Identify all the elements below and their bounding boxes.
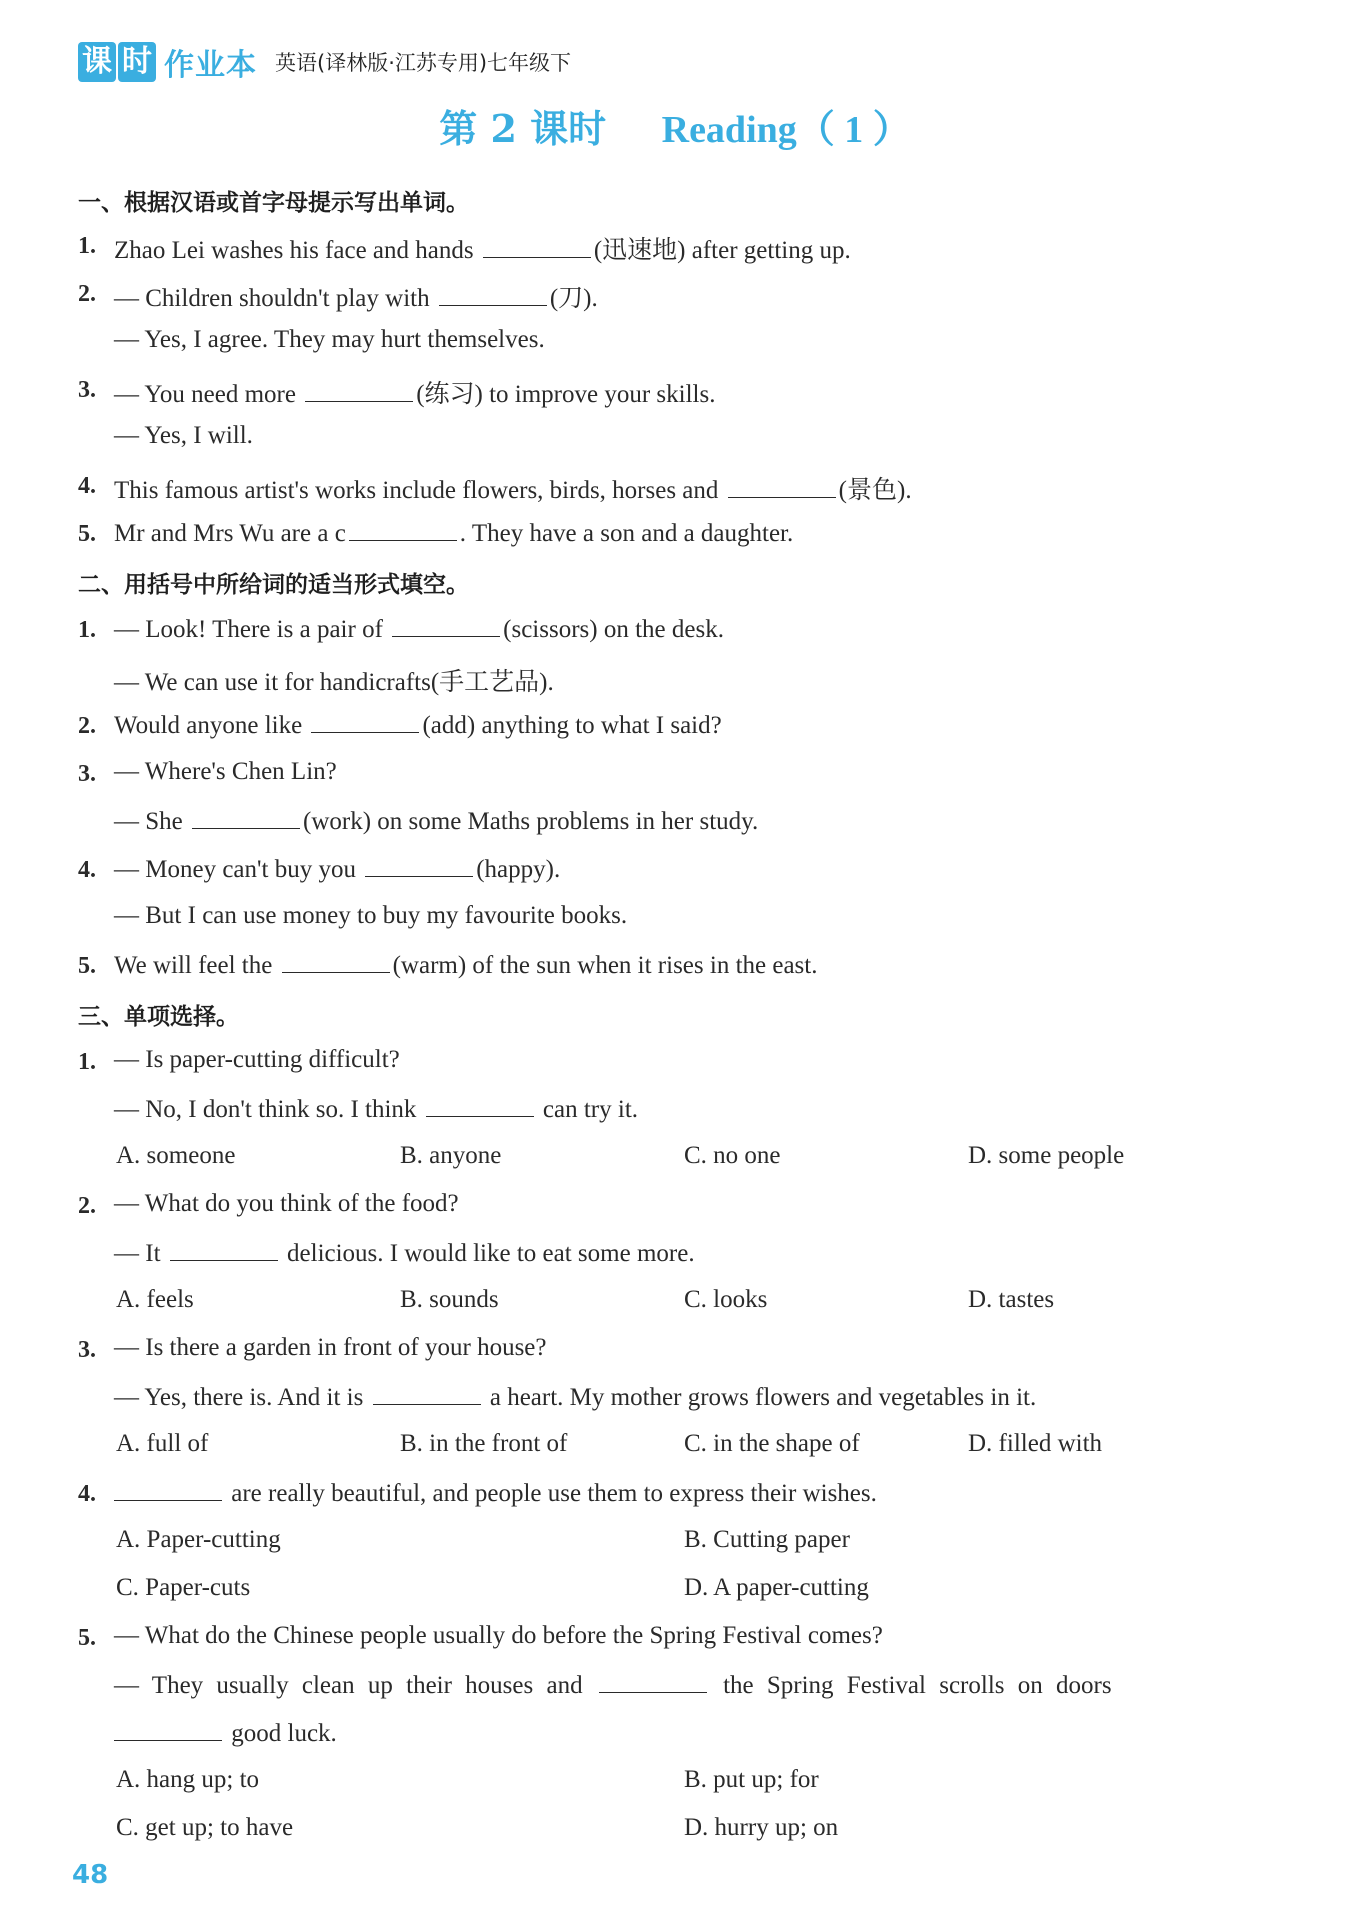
option-d[interactable]: D. tastes [968, 1286, 1055, 1313]
option-c[interactable]: C. in the shape of [684, 1430, 860, 1457]
s1-q5-number: 5. [78, 521, 96, 547]
s1-q1-text-a: Zhao Lei washes his face and hands [114, 237, 474, 264]
answer-blank[interactable] [426, 1094, 534, 1117]
option-c[interactable]: C. no one [684, 1142, 781, 1169]
s1-q2-text-a: — Children shouldn't play with [114, 285, 430, 312]
s1-q2 [114, 278, 598, 314]
s1-q1-number: 1. [78, 233, 96, 259]
s3-q5-text-d: good luck. [231, 1720, 337, 1747]
s2-q1-text-a: — Look! There is a pair of [114, 616, 383, 643]
logo-char-1: 课 [78, 42, 116, 82]
logo-char-2: 时 [118, 42, 156, 82]
answer-blank[interactable] [114, 1718, 222, 1741]
s2-q3-number: 3. [78, 761, 96, 787]
s3-q3-reply [114, 1382, 1036, 1412]
s1-q4-number: 4. [78, 473, 96, 499]
s2-q5-number: 5. [78, 953, 96, 979]
s3-q2-number: 2. [78, 1193, 96, 1219]
option-b[interactable]: B. in the front of [400, 1430, 568, 1457]
s1-q3-reply: — Yes, I will. [114, 422, 253, 449]
answer-blank[interactable] [170, 1238, 278, 1261]
option-d[interactable]: D. hurry up; on [684, 1814, 839, 1841]
answer-blank[interactable] [728, 475, 836, 498]
s3-q3: — Is there a garden in front of your house? [114, 1334, 547, 1361]
s1-q3-text-a: — You need more [114, 381, 296, 408]
s1-q2-reply: — Yes, I agree. They may hurt themselves. [114, 326, 545, 353]
section-2-heading: 二、用括号中所给词的适当形式填空。 [78, 572, 469, 598]
s1-q5-text-b: . They have a son and a daughter. [459, 520, 794, 547]
option-d[interactable]: D. some people [968, 1142, 1125, 1169]
option-d[interactable]: D. A paper-cutting [684, 1574, 869, 1601]
s2-q5-text-b: (warm) of the sun when it rises in the east. [392, 952, 818, 979]
option-b[interactable]: B. Cutting paper [684, 1526, 850, 1553]
s2-q1-reply: — We can use it for handicrafts(手工艺品). [114, 669, 554, 696]
answer-blank[interactable] [282, 950, 390, 973]
answer-blank[interactable] [305, 379, 413, 402]
s3-q5: — What do the Chinese people usually do before the Spring Festival comes? [114, 1622, 883, 1649]
answer-blank[interactable] [365, 854, 473, 877]
s3-q1: — Is paper-cutting difficult? [114, 1046, 400, 1073]
option-a[interactable]: A. hang up; to [116, 1766, 260, 1793]
s3-q2: — What do you think of the food? [114, 1190, 459, 1217]
s3-q1-reply [114, 1094, 638, 1124]
s2-q4 [114, 854, 560, 884]
s1-q4-text-b: (景色). [838, 477, 912, 504]
answer-blank[interactable] [349, 518, 457, 541]
s2-q2-text-b: (add) anything to what I said? [422, 712, 722, 739]
s1-q3-text-b: (练习) to improve your skills. [416, 381, 716, 408]
s3-q3-text-b: — Yes, there is. And it is [114, 1384, 364, 1411]
page-number: 48 [72, 1860, 109, 1890]
s1-q1-text-b: (迅速地) after getting up. [593, 237, 851, 264]
s2-q4-reply: — But I can use money to buy my favourite books. [114, 902, 628, 929]
s2-q2-number: 2. [78, 713, 96, 739]
s2-q3-text-c: (work) on some Maths problems in her study. [303, 808, 759, 835]
s2-q5-text-a: We will feel the [114, 952, 273, 979]
s2-q2 [114, 710, 722, 740]
lesson-number: 第 2 课时 [439, 106, 607, 151]
s1-q1 [114, 230, 851, 266]
s3-q3-number: 3. [78, 1337, 96, 1363]
option-a[interactable]: A. someone [116, 1142, 236, 1169]
s3-q4 [114, 1478, 877, 1508]
brand-logo [78, 40, 257, 84]
answer-blank[interactable] [599, 1670, 707, 1693]
answer-blank[interactable] [114, 1478, 222, 1501]
s1-q3-number: 3. [78, 377, 96, 403]
s3-q5-text-b: — They usually clean up their houses and [114, 1672, 583, 1699]
s3-q1-text-b: — No, I don't think so. I think [114, 1096, 417, 1123]
option-b[interactable]: B. anyone [400, 1142, 502, 1169]
s2-q3: — Where's Chen Lin? [114, 758, 337, 785]
s1-q4-text-a: This famous artist's works include flowers, birds, horses and [114, 477, 719, 504]
option-a[interactable]: A. full of [116, 1430, 209, 1457]
s3-q1-number: 1. [78, 1049, 96, 1075]
answer-blank[interactable] [439, 283, 547, 306]
option-b[interactable]: B. put up; for [684, 1766, 819, 1793]
answer-blank[interactable] [373, 1382, 481, 1405]
option-b[interactable]: B. sounds [400, 1286, 499, 1313]
logo-text: 作业本 [164, 48, 257, 83]
option-c[interactable]: C. Paper-cuts [116, 1574, 251, 1601]
answer-blank[interactable] [392, 614, 500, 637]
s1-q5 [114, 518, 793, 548]
s2-q4-text-b: (happy). [476, 856, 561, 883]
page-title [0, 98, 1350, 153]
lesson-name: Reading（ 1 ） [661, 109, 911, 151]
answer-blank[interactable] [483, 235, 591, 258]
s2-q4-number: 4. [78, 857, 96, 883]
s1-q5-text-a: Mr and Mrs Wu are a c [114, 520, 346, 547]
page-header [78, 40, 571, 84]
s2-q1 [114, 614, 724, 644]
option-c[interactable]: C. looks [684, 1286, 768, 1313]
s3-q2-text-b: — It [114, 1240, 161, 1267]
s1-q3 [114, 374, 715, 410]
s1-q4 [114, 470, 912, 506]
answer-blank[interactable] [192, 806, 300, 829]
option-a[interactable]: A. Paper-cutting [116, 1526, 281, 1553]
s3-q5-reply [114, 1670, 1112, 1700]
s2-q1-number: 1. [78, 617, 96, 643]
s2-q3-reply [114, 806, 758, 836]
s2-q4-text-a: — Money can't buy you [114, 856, 356, 883]
option-d[interactable]: D. filled with [968, 1430, 1103, 1457]
s2-q3-text-b: — She [114, 808, 183, 835]
option-a[interactable]: A. feels [116, 1286, 194, 1313]
s3-q1-text-c: can try it. [542, 1096, 639, 1123]
answer-blank[interactable] [311, 710, 419, 733]
s2-q1-text-b: (scissors) on the desk. [503, 616, 724, 643]
s3-q4-text-a: are really beautiful, and people use them to express their wishes. [231, 1480, 877, 1507]
s3-q5-reply-cont [114, 1718, 337, 1748]
s3-q5-number: 5. [78, 1625, 96, 1651]
s3-q5-text-c: the Spring Festival scrolls on doors [723, 1672, 1112, 1699]
subject-label: 英语(译林版·江苏专用)七年级下 [275, 51, 572, 75]
s2-q2-text-a: Would anyone like [114, 712, 303, 739]
option-c[interactable]: C. get up; to have [116, 1814, 294, 1841]
s3-q4-number: 4. [78, 1481, 96, 1507]
s3-q2-reply [114, 1238, 695, 1268]
s1-q2-text-b: (刀). [549, 285, 598, 312]
section-1-heading: 一、根据汉语或首字母提示写出单词。 [78, 190, 469, 216]
s1-q2-number: 2. [78, 281, 96, 307]
section-3-heading: 三、单项选择。 [78, 1004, 239, 1030]
s3-q3-text-c: a heart. My mother grows flowers and vegetables in it. [489, 1384, 1037, 1411]
s3-q2-text-c: delicious. I would like to eat some more. [287, 1240, 695, 1267]
s2-q5 [114, 950, 817, 980]
